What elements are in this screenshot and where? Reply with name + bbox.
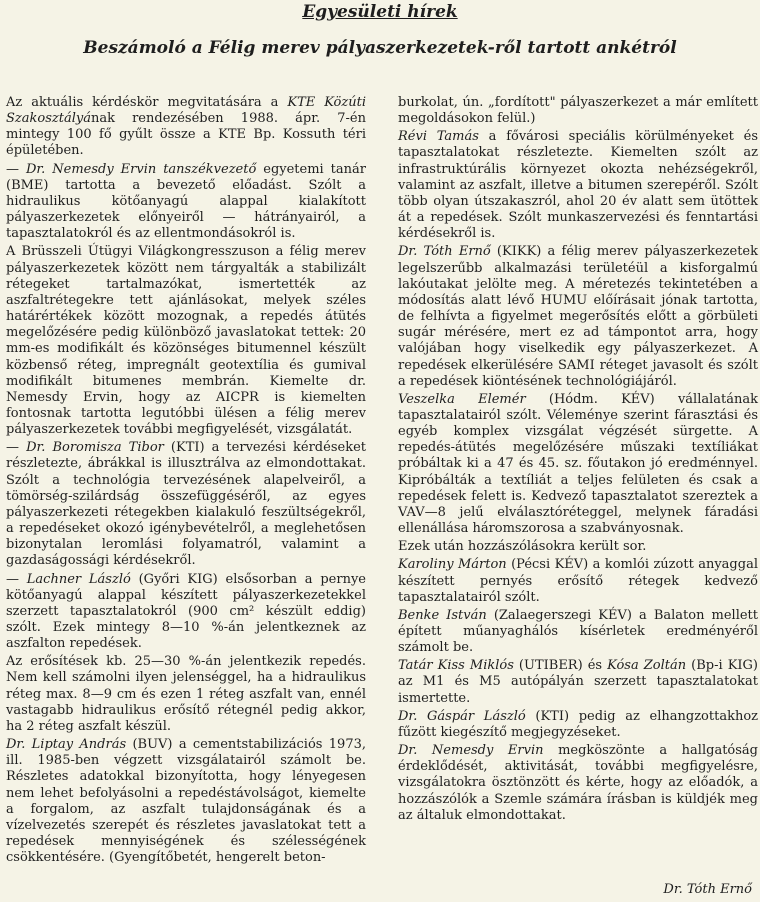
speaker-name: Dr. Boromisza Tibor [26,440,164,456]
paragraph-text: (Pécsi KÉV) a komlói zúzott anyaggal készített pernyés erősítő rétegek kedvező tapasztalatairól szólt. [398,557,758,605]
paragraph-text: (UTIBER) és [513,658,608,674]
paragraph-text: Az erősítések kb. 25—30 %-án jelentkezik repedés. Nem kell számolni ilyen jelenséggel, ha a hidraulikus réteg max. 8—9 cm és ezen 1 réteg aszfalt van, ennél vastagabb hidraulikus erősítő rétegnél pedig akkor, ha 2 réteg aszfalt készül. [6,654,366,734]
paragraph [398,244,758,389]
paragraph-text: egyetemi tanár (BME) tartotta a bevezető előadást. Szólt a hidraulikus kötőanyagú alappal kialakított pályaszerkezetek előnyeiről — hátrányairól, a tapasztalatokról és az ellentmondásokról is. [6,161,366,242]
paragraph-text: (KTI) pedig az elhangzottakhoz fűzött kiegészítő megjegyzéseket. [398,708,758,740]
paragraph [398,129,758,242]
paragraph [6,572,366,653]
paragraph [398,608,758,656]
speaker-name: Dr. Nemesdy Ervin tanszékvezető [25,161,257,177]
paragraph-text: — [6,161,26,177]
speaker-name: Dr. Tóth Ernő [398,244,491,260]
paragraph-text: (Hódm. KÉV) vállalatának tapasztalatairól szólt. Véleménye szerint fárasztási és egyéb komplex vizsgálat végzését sürgette. A repedés-átütés megelőzésére műszaki textíliákat próbáltak ki a 47 és 45. sz. főutakon jó eredménnyel. Kipróbálták a textíliát a teljes felületen és csak a repedések felett is. Kedvező tapasztalatot szereztek a VAV—8 jelű elválasztóréteggel, melynek fáradási ellenállása háromszorosa a szabványosnak. [398,391,758,537]
paragraph-text: a fővárosi speciális körülményeket és tapasztalatokat részletezte. Kiemelten szólt az infrastruktúrális környezet okozta nehézségekről, valamint az aszfalt, illetve a bitumen szerepéről. Szólt több olyan útszakaszról, ahol 20 év alatt sem ütöttek át a repedések. Szólt munkaszervezési és fenntartási kérdésekről is. [398,129,759,242]
paragraph-text: megköszönte a hallgatóság érdeklődését, aktivitását, további megfigyelésre, vizsgálatokra ösztönzött és kérte, hogy az előadók, a hozzászólók a Szemle számára írásban is küldjék meg az általuk elmondottakat. [398,743,758,823]
section-title: Egyesületi hírek [302,2,458,22]
paragraph-text: (BUV) a cementstabilizációs 1973, ill. 1985-ben végzett vizsgálatairól számolt be. Részletes adatokkal bizonyította, hogy lényegesen nem lehet befolyásolni a repedéstávolságot, kiemelte a forgalom, az aszfalt tulajdonságának és a vízelvezetés szerepét és részletes javaslatokat tett a repedések mennyiségének és szélességének csökkentésére. (Gyengítőbetét, hengerelt beton- [6,737,366,866]
speaker-name: Révi Tamás [398,129,479,145]
speaker-name: Tatár Kiss Miklós [398,658,514,674]
author-signature: Dr. Tóth Ernő [663,882,752,897]
paragraph-text: burkolat, ún. „fordított" pályaszerkezet a már említett megoldásokon felül.) [398,95,758,127]
paragraph [398,658,758,706]
right-column [398,95,758,824]
left-column [6,95,366,866]
paragraph [398,709,758,741]
paragraph-text: (Győri KIG) elsősorban a pernye kötőanyagú alappal készített pályaszerkezetekkel szerzett tapasztalatokról (900 cm² készült eddig) szólt. Ezek mintegy 8—10 %-án jelentkeznek az aszfalton repedések. [6,571,366,652]
paragraph [398,539,758,555]
paragraph-text: Ezek után hozzászólásokra került sor. [398,539,647,555]
paragraph [398,95,758,127]
speaker-name: Veszelka Elemér [398,391,526,407]
paragraph [398,743,758,824]
paragraph-text: (KIKK) a félig merev pályaszerkezetek legelszerűbb alkalmazási területéül a kisforgalmú lakóutakat jelölte meg. A méretezés tekintetében a módosítás alatt lévő HUMU előírásait jónak tartotta, de felhívta a figyelmet megerősítés előtt a görbületi sugár mérésére, mert ez ad támpontot arra, hogy valójában hogy viselkedik egy pályaszerkezet. A repedések elkerülésére SAMI réteget javasolt és szólt a repedések kiöntésének technológiájáról. [398,244,758,389]
paragraph [6,440,366,569]
paragraph-text: A Brüsszeli Útügyi Világkongresszuson a félig merev pályaszerkezetek között nem tárgyalták a stabilizált rétegeket tartalmazókat, ismertették az aszfaltrétegekre tett ajánlásokat, melyek széles határértékek között mozognak, a repedés átütés megelőzésére pedig különböző javaslatokat tettek: 20 mm-es modifikált és közönséges bitumennel készült közbenső réteg, impregnált geotextília és gumival modifikált bitumenes membrán. Kiemelte dr. Nemesdy Ervin, hogy az AICPR is kiemelten fontosnak tartotta legutóbbi ülésen a félig merev pályaszerkezetek további megfigyelését, vizsgálatát. [6,244,366,438]
paragraph [6,162,366,243]
speaker-name: Lachner László [26,571,131,587]
paragraph-text: (Zalaegerszegi KÉV) a Balaton mellett épített műanyaghálós kísérletek eredményéről számolt be. [398,607,758,656]
speaker-name: Benke István [398,607,487,623]
speaker-name: KTE Közúti Szakosztályá [6,95,366,127]
speaker-name: Kósa Zoltán [607,658,687,674]
paragraph [6,244,366,438]
paragraph-text: nak rendezésében 1988. ápr. 7-én mintegy 100 fő gyűlt össze a KTE Bp. Kossuth téri épületében. [6,111,366,159]
paragraph [6,95,366,160]
paragraph [398,557,758,605]
paragraph [6,737,366,866]
speaker-name: Dr. Nemesdy Ervin [398,743,544,759]
paragraph-text: — [6,571,27,587]
paragraph [398,392,758,537]
paragraph-text: — [6,440,27,456]
paragraph-text: (Bp-i KIG) az M1 és M5 autópályán szerzett tapasztalatokat ismertette. [398,658,758,706]
speaker-name: Dr. Gáspár László [398,708,526,724]
article-title: Beszámoló a Félig merev pályaszerkezetek-ről tartott ankétról [83,38,677,58]
speaker-name: Karoliny Márton [398,557,507,573]
speaker-name: Dr. Liptay András [6,737,127,753]
paragraph-text: (KTI) a tervezési kérdéseket részletezte, ábrákkal is illusztrálva az elmondottakat. Szólt a technológia tervezésének alapelveiről, a tömörség-szilárdság összefüggéséről, az egyes pályaszerkezeti rétegekben kialakuló feszültségekről, a repedéseket okozó igénybevételről, a meglehetősen bizonytalan leromlási folyamatról, valamint a gazdaságossági kérdésekről. [6,440,366,569]
paragraph [6,654,366,735]
paragraph-text: Az aktuális kérdéskör megvitatására a [6,95,288,110]
